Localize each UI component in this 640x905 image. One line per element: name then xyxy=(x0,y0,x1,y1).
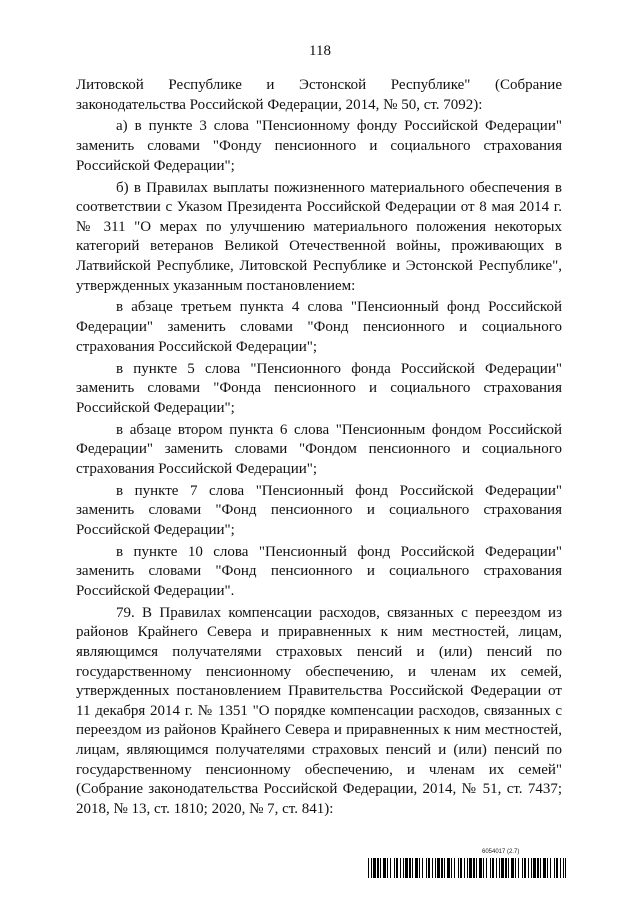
document-code: 6054017 (2.7) xyxy=(482,849,520,855)
barcode-icon xyxy=(368,858,566,878)
page-number: 118 xyxy=(309,43,331,59)
paragraph-point-6: в абзаце втором пункта 6 слова "Пенсионным фондом Российской Федерации" заменить словами "Фондом пенсионного и социального страхования Российской Федерации"; xyxy=(76,421,562,477)
document-body xyxy=(76,76,562,819)
paragraph-point-7: в пункте 7 слова "Пенсионный фонд Российской Федерации" заменить словами "Фонд пенсионного и социального страхования Российской Федерации"; xyxy=(76,482,562,538)
paragraph-continuation: Литовской Республике и Эстонской Республике" (Собрание законодательства Российской Федерации, 2014, № 50, ст. 7092): xyxy=(76,77,562,113)
paragraph-section-79: 79. В Правилах компенсации расходов, связанных с переездом из районов Крайнего Севера и приравненных к ним местностей, лицам, являющимся получателями страховых пенсий и (или) пенсий по государственному пенсионному обеспечению, и членам их семей, утвержденных постановлением Правительства Российской Федерации от 11 декабря 2014 г. № 1351 "О порядке компенсации расходов, связанных с переездом из районов Крайнего Севера и приравненных к ним местностей, лицам, являющимся получателями страховых пенсий и (или) пенсий по государственному пенсионному обеспечению, и членам их семей" (Собрание законодательства Российской Федерации, 2014, № 51, ст. 7437; 2018, № 13, ст. 1810; 2020, № 7, ст. 841): xyxy=(76,604,562,817)
paragraph-item-a: а) в пункте 3 слова "Пенсионному фонду Российской Федерации" заменить словами "Фонду пенсионного и социального страхования Российской Федерации"; xyxy=(76,118,562,174)
paragraph-point-5: в пункте 5 слова "Пенсионного фонда Российской Федерации" заменить словами "Фонда пенсионного и социального страхования Российской Федерации"; xyxy=(76,360,562,416)
paragraph-point-4: в абзаце третьем пункта 4 слова "Пенсионный фонд Российской Федерации" заменить словами "Фонд пенсионного и социального страхования Российской Федерации"; xyxy=(76,299,562,355)
paragraph-item-b: б) в Правилах выплаты пожизненного материального обеспечения в соответствии с Указом Президента Российской Федерации от 8 мая 2014 г. № 311 "О мерах по улучшению материального положения некоторых категорий ветеранов Великой Отечественной войны, проживающих в Латвийской Республике, Литовской Республике и Эстонской Республике", утвержденных указанным постановлением: xyxy=(76,179,562,294)
paragraph-point-10: в пункте 10 слова "Пенсионный фонд Российской Федерации" заменить словами "Фонд пенсионного и социального страхования Российской Федерации". xyxy=(76,543,562,599)
